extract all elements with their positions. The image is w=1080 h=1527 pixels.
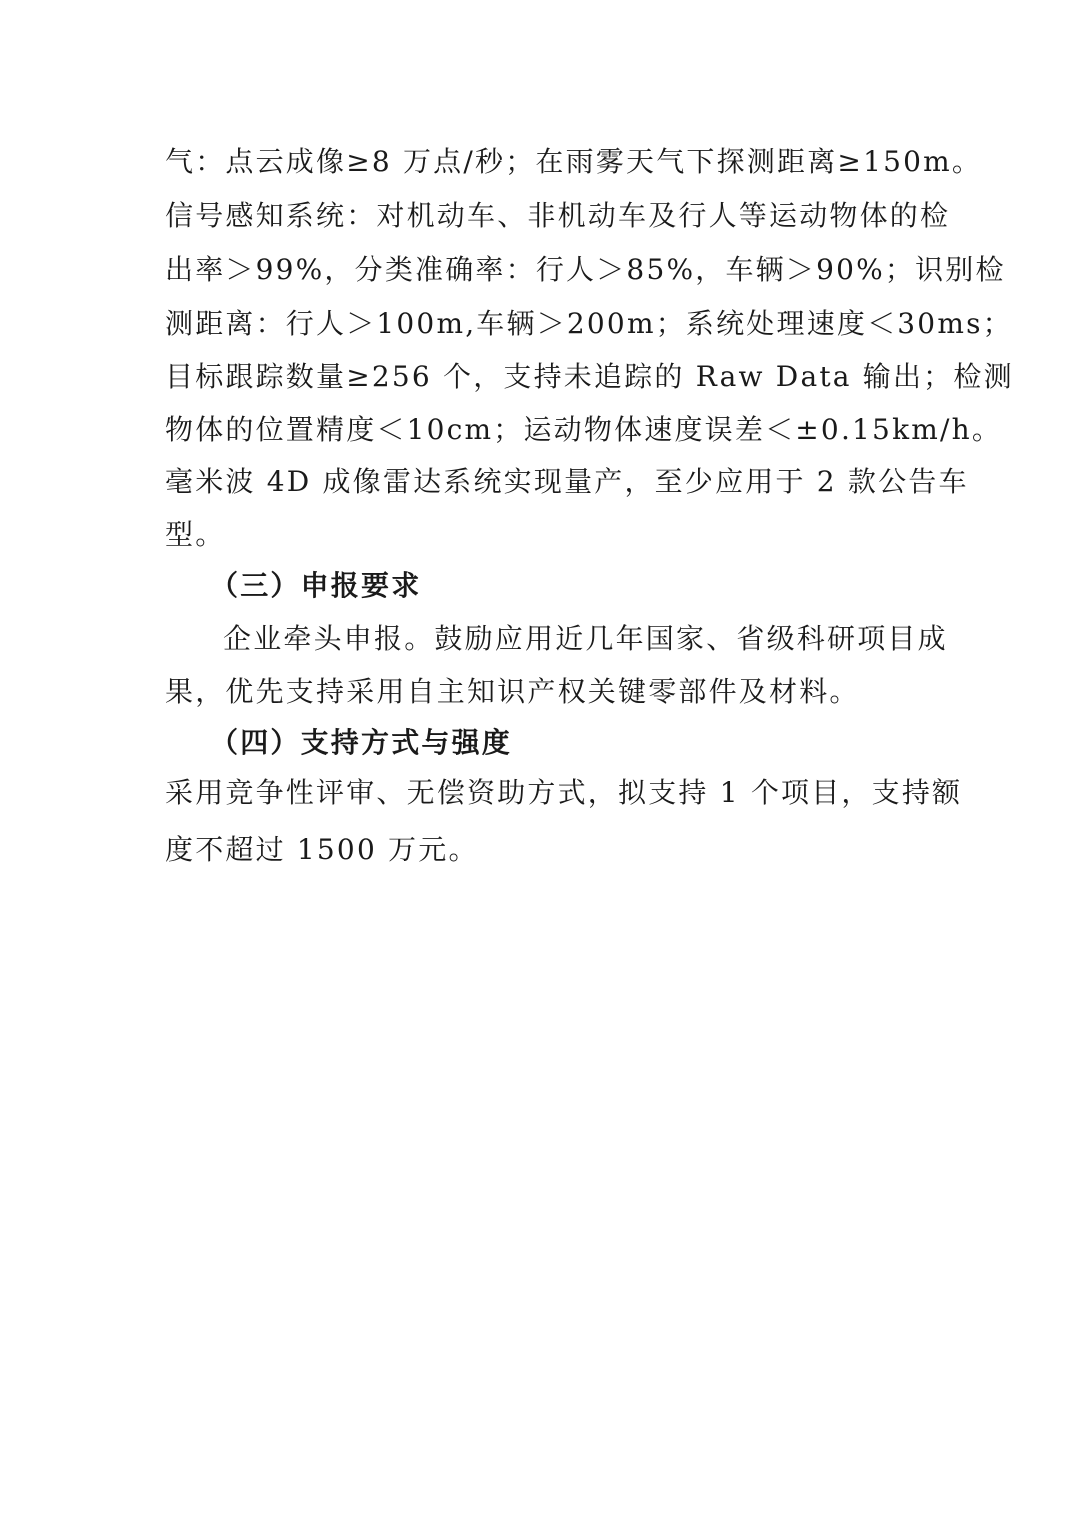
paragraph-line: 信号感知系统：对机动车、非机动车及行人等运动物体的检 — [165, 199, 951, 232]
paragraph-line: 物体的位置精度＜10cm；运动物体速度误差＜±0.15km/h。 — [165, 413, 1003, 446]
paragraph-line: 毫米波 4D 成像雷达系统实现量产，至少应用于 2 款公告车 — [165, 465, 969, 498]
paragraph-line: 果，优先支持采用自主知识产权关键零部件及材料。 — [165, 675, 860, 708]
section-heading: （四）支持方式与强度 — [210, 726, 513, 759]
paragraph-line: 采用竞争性评审、无偿资助方式，拟支持 1 个项目，支持额 — [165, 776, 963, 809]
paragraph-line: 型。 — [165, 518, 226, 551]
section-heading: （三）申报要求 — [210, 569, 422, 602]
paragraph-line: 目标跟踪数量≥256 个，支持未追踪的 Raw Data 输出；检测 — [165, 360, 1014, 393]
paragraph-line: 测距离：行人＞100m,车辆＞200m；系统处理速度＜30ms； — [165, 307, 1013, 340]
paragraph-line: 度不超过 1500 万元。 — [165, 833, 479, 866]
paragraph-line: 出率＞99%，分类准确率：行人＞85%，车辆＞90%；识别检 — [165, 253, 1006, 286]
paragraph-line: 企业牵头申报。鼓励应用近几年国家、省级科研项目成 — [223, 622, 948, 655]
paragraph-line: 气：点云成像≥8 万点/秒；在雨雾天气下探测距离≥150m。 — [165, 145, 983, 178]
